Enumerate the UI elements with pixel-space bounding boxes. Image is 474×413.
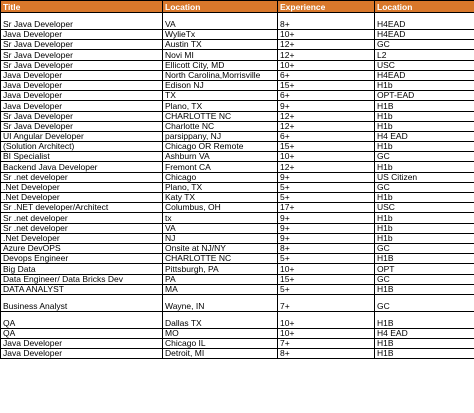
cell-location: Charlotte NC — [163, 121, 278, 131]
table-row — [1, 243, 474, 253]
cell-experience: 8+ — [278, 349, 375, 359]
cell-title: .Net Developer — [1, 193, 163, 203]
cell-status: H1b — [375, 121, 474, 131]
cell-experience: 5+ — [278, 254, 375, 264]
cell-status: H4EAD — [375, 13, 474, 30]
cell-title: DATA ANALYST — [1, 284, 163, 294]
cell-location: Ashburn VA — [163, 152, 278, 162]
cell-experience: 15+ — [278, 142, 375, 152]
cell-status: H1B — [375, 254, 474, 264]
table-row — [1, 172, 474, 182]
cell-status: H1B — [375, 349, 474, 359]
cell-location: Chicago OR Remote — [163, 142, 278, 152]
table-row — [1, 131, 474, 141]
cell-status: GC — [375, 152, 474, 162]
table-row — [1, 311, 474, 328]
cell-title: Sr .net developer — [1, 213, 163, 223]
cell-location: CHARLOTTE NC — [163, 254, 278, 264]
table-row — [1, 213, 474, 223]
cell-title: Devops Engineer — [1, 254, 163, 264]
table-row — [1, 182, 474, 192]
cell-location: TX — [163, 91, 278, 101]
header-row — [1, 1, 474, 13]
cell-status: H1b — [375, 193, 474, 203]
cell-status: H4EAD — [375, 30, 474, 40]
cell-experience: 10+ — [278, 264, 375, 274]
cell-status: USC — [375, 60, 474, 70]
cell-location: Pittsburgh, PA — [163, 264, 278, 274]
cell-title: Java Developer — [1, 349, 163, 359]
cell-status: US Citizen — [375, 172, 474, 182]
cell-status: GC — [375, 294, 474, 311]
table-row — [1, 121, 474, 131]
cell-experience: 5+ — [278, 284, 375, 294]
cell-location: CHARLOTTE NC — [163, 111, 278, 121]
table-row — [1, 254, 474, 264]
cell-location: North Carolina,Morrisville — [163, 70, 278, 80]
cell-experience: 8+ — [278, 243, 375, 253]
cell-experience: 5+ — [278, 193, 375, 203]
cell-title: Java Developer — [1, 70, 163, 80]
cell-experience: 9+ — [278, 233, 375, 243]
cell-experience: 15+ — [278, 274, 375, 284]
cell-status: H1b — [375, 142, 474, 152]
cell-title: Java Developer — [1, 30, 163, 40]
cell-title: Business Analyst — [1, 294, 163, 311]
cell-title: Sr Java Developer — [1, 111, 163, 121]
cell-status: L2 — [375, 50, 474, 60]
cell-title: Java Developer — [1, 80, 163, 90]
cell-title: QA — [1, 328, 163, 338]
table-row — [1, 264, 474, 274]
table-row — [1, 349, 474, 359]
cell-title: UI Angular Developer — [1, 131, 163, 141]
cell-title: Sr Java Developer — [1, 60, 163, 70]
table-row — [1, 70, 474, 80]
cell-location: VA — [163, 223, 278, 233]
cell-status: H1B — [375, 284, 474, 294]
cell-experience: 15+ — [278, 80, 375, 90]
cell-experience: 6+ — [278, 70, 375, 80]
cell-experience: 6+ — [278, 91, 375, 101]
cell-title: BI Specialist — [1, 152, 163, 162]
table-row — [1, 223, 474, 233]
cell-status: OPT — [375, 264, 474, 274]
cell-experience: 7+ — [278, 294, 375, 311]
cell-status: H4 EAD — [375, 131, 474, 141]
table-row — [1, 203, 474, 213]
cell-location: Detroit, MI — [163, 349, 278, 359]
table-row — [1, 101, 474, 111]
table-row — [1, 50, 474, 60]
cell-location: parsippany, NJ — [163, 131, 278, 141]
table-row — [1, 339, 474, 349]
cell-status: H1B — [375, 101, 474, 111]
cell-location: Katy TX — [163, 193, 278, 203]
cell-experience: 10+ — [278, 328, 375, 338]
cell-title: (Solution Architect) — [1, 142, 163, 152]
header-location-status: Location — [375, 1, 474, 13]
cell-experience: 12+ — [278, 111, 375, 121]
table-row — [1, 294, 474, 311]
cell-title: Java Developer — [1, 91, 163, 101]
cell-location: PA — [163, 274, 278, 284]
cell-status: H1b — [375, 213, 474, 223]
table-row — [1, 284, 474, 294]
cell-status: H1b — [375, 223, 474, 233]
header-location: Location — [163, 1, 278, 13]
header-experience: Experience — [278, 1, 375, 13]
cell-location: VA — [163, 13, 278, 30]
table-row — [1, 233, 474, 243]
cell-experience: 5+ — [278, 182, 375, 192]
cell-title: .Net Developer — [1, 233, 163, 243]
table-row — [1, 13, 474, 30]
cell-status: H4 EAD — [375, 328, 474, 338]
cell-experience: 10+ — [278, 152, 375, 162]
cell-status: USC — [375, 203, 474, 213]
cell-experience: 8+ — [278, 13, 375, 30]
table-row — [1, 328, 474, 338]
cell-title: Data Engineer/ Data Bricks Dev — [1, 274, 163, 284]
table-row — [1, 40, 474, 50]
cell-experience: 12+ — [278, 50, 375, 60]
cell-title: Sr Java Developer — [1, 121, 163, 131]
cell-status: H1b — [375, 162, 474, 172]
cell-title: Java Developer — [1, 101, 163, 111]
cell-location: Onsite at NJ/NY — [163, 243, 278, 253]
cell-title: Sr .net developer — [1, 172, 163, 182]
cell-experience: 10+ — [278, 30, 375, 40]
cell-location: Novi MI — [163, 50, 278, 60]
cell-title: .Net Developer — [1, 182, 163, 192]
cell-experience: 10+ — [278, 311, 375, 328]
table-row — [1, 60, 474, 70]
cell-title: Sr Java Developer — [1, 13, 163, 30]
table-row — [1, 91, 474, 101]
cell-status: GC — [375, 40, 474, 50]
cell-experience: 9+ — [278, 172, 375, 182]
cell-location: MA — [163, 284, 278, 294]
table-row — [1, 142, 474, 152]
cell-location: tx — [163, 213, 278, 223]
table-row — [1, 152, 474, 162]
header-title: Title — [1, 1, 163, 13]
cell-title: Java Developer — [1, 339, 163, 349]
table-row — [1, 80, 474, 90]
table-row — [1, 162, 474, 172]
cell-location: WylieTx — [163, 30, 278, 40]
cell-status: H1B — [375, 339, 474, 349]
cell-status: GC — [375, 182, 474, 192]
cell-status: H4EAD — [375, 70, 474, 80]
table-row — [1, 274, 474, 284]
cell-location: Ellicott City, MD — [163, 60, 278, 70]
table-row — [1, 111, 474, 121]
cell-title: QA — [1, 311, 163, 328]
cell-location: Austin TX — [163, 40, 278, 50]
table-body — [1, 13, 474, 359]
cell-experience: 12+ — [278, 162, 375, 172]
cell-title: Backend Java Developer — [1, 162, 163, 172]
cell-location: Fremont CA — [163, 162, 278, 172]
cell-experience: 17+ — [278, 203, 375, 213]
cell-status: GC — [375, 274, 474, 284]
cell-title: Azure DevOPS — [1, 243, 163, 253]
cell-experience: 6+ — [278, 131, 375, 141]
cell-location: Chicago IL — [163, 339, 278, 349]
cell-status: H1b — [375, 80, 474, 90]
cell-experience: 12+ — [278, 121, 375, 131]
cell-status: H1B — [375, 311, 474, 328]
cell-location: Columbus, OH — [163, 203, 278, 213]
cell-location: Edison NJ — [163, 80, 278, 90]
cell-location: NJ — [163, 233, 278, 243]
cell-title: Sr Java Developer — [1, 50, 163, 60]
cell-status: GC — [375, 243, 474, 253]
cell-experience: 10+ — [278, 60, 375, 70]
cell-title: Sr .NET developer/Architect — [1, 203, 163, 213]
cell-status: OPT-EAD — [375, 91, 474, 101]
cell-location: Plano, TX — [163, 101, 278, 111]
cell-experience: 12+ — [278, 40, 375, 50]
cell-experience: 9+ — [278, 223, 375, 233]
cell-experience: 9+ — [278, 101, 375, 111]
cell-status: H1b — [375, 233, 474, 243]
cell-location: MO — [163, 328, 278, 338]
cell-experience: 9+ — [278, 213, 375, 223]
cell-location: Plano, TX — [163, 182, 278, 192]
cell-location: Wayne, IN — [163, 294, 278, 311]
cell-title: Sr .net developer — [1, 223, 163, 233]
table-row — [1, 30, 474, 40]
cell-location: Dallas TX — [163, 311, 278, 328]
cell-experience: 7+ — [278, 339, 375, 349]
cell-title: Sr Java Developer — [1, 40, 163, 50]
cell-title: Big Data — [1, 264, 163, 274]
table-row — [1, 193, 474, 203]
cell-status: H1b — [375, 111, 474, 121]
cell-location: Chicago — [163, 172, 278, 182]
